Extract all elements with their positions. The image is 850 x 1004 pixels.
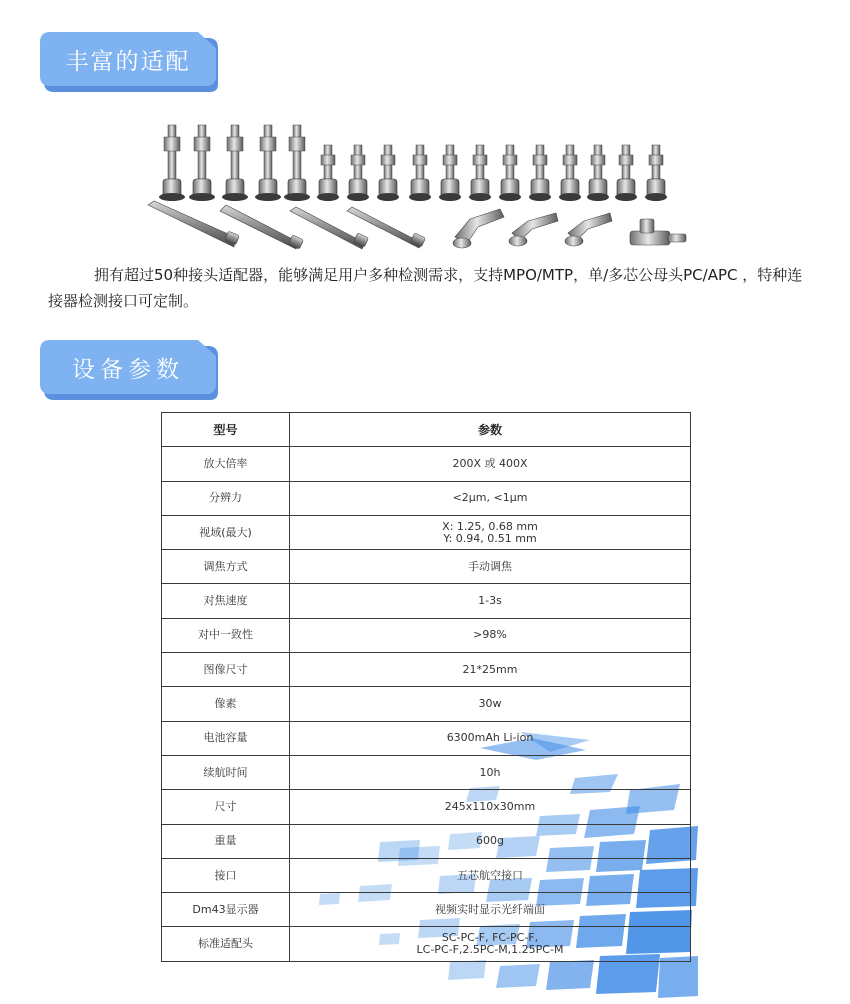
table-row — [162, 790, 691, 824]
spec-value-cell: 200X 或 400X — [290, 447, 691, 481]
table-row — [162, 858, 691, 892]
adapter-tip-part — [351, 155, 365, 165]
adapter-tip-part — [499, 193, 521, 201]
adapter-tip-part — [529, 193, 551, 201]
adapter-tip-part — [347, 193, 369, 201]
table-row — [162, 893, 691, 927]
spec-value-cell: 21*25mm — [290, 653, 691, 687]
adapter-tip-part — [469, 193, 491, 201]
spec-value-cell: 30w — [290, 687, 691, 721]
adapter-tip-part — [194, 137, 210, 151]
adapter-gallery-image — [140, 115, 700, 255]
adapter-tip-part — [255, 193, 281, 201]
adapter-tip-part — [168, 125, 176, 179]
spec-name-cell: 尺寸 — [162, 790, 290, 824]
adapter-tip-part — [381, 155, 395, 165]
adapter-tip-part — [503, 155, 517, 165]
adapter-tip-part — [198, 125, 206, 179]
table-row — [162, 515, 691, 549]
spec-name-cell: 像素 — [162, 687, 290, 721]
spec-name-cell: 对中一致性 — [162, 618, 290, 652]
header-model: 型号 — [162, 413, 290, 447]
table-row — [162, 687, 691, 721]
table-row — [162, 721, 691, 755]
table-row — [162, 550, 691, 584]
adapter-tip-part — [409, 193, 431, 201]
section-badge-adapters — [40, 32, 216, 92]
table-row — [162, 824, 691, 858]
spec-value-cell: 手动调焦 — [290, 550, 691, 584]
adapter-tip-part — [473, 155, 487, 165]
adapter-tip-part — [563, 155, 577, 165]
adapter-tip-part — [289, 137, 305, 151]
section-title-adapters: 丰富的适配 — [65, 48, 191, 75]
intro-paragraph — [48, 262, 808, 314]
spec-name-cell: 对焦速度 — [162, 584, 290, 618]
adapter-tip-part — [615, 193, 637, 201]
adapter-tip-part — [317, 193, 339, 201]
adapter-tip-part — [231, 125, 239, 179]
table-row — [162, 618, 691, 652]
spec-value-cell: SC-PC-F, FC-PC-F, LC-PC-F,2.5PC-M,1.25PC-M — [290, 927, 691, 961]
spec-name-cell: 分辨力 — [162, 481, 290, 515]
adapter-tip-part — [227, 137, 243, 151]
adapter-tip-part — [645, 193, 667, 201]
adapter-tip-part — [533, 155, 547, 165]
section-badge-specs — [40, 340, 216, 400]
spec-name-cell: 标准适配头 — [162, 927, 290, 961]
spec-name-cell: 调焦方式 — [162, 550, 290, 584]
table-row — [162, 755, 691, 789]
adapter-tip-part — [222, 193, 248, 201]
header-params: 参数 — [290, 413, 691, 447]
table-row — [162, 584, 691, 618]
adapter-tip-part — [413, 155, 427, 165]
spec-name-cell: 续航时间 — [162, 755, 290, 789]
spec-value-cell: 600g — [290, 824, 691, 858]
spec-value-cell: 6300mAh Li-ion — [290, 721, 691, 755]
adapter-tip-part — [189, 193, 215, 201]
spec-name-cell: 接口 — [162, 858, 290, 892]
table-header-row — [162, 413, 691, 447]
connector-adapter-icon — [140, 115, 700, 255]
adapter-tip-part — [164, 137, 180, 151]
adapter-tip-part — [619, 155, 633, 165]
adapter-tip-part — [377, 193, 399, 201]
table-row — [162, 447, 691, 481]
table-row — [162, 927, 691, 961]
section-title-specs: 设备参数 — [72, 356, 184, 383]
spec-name-cell: 电池容量 — [162, 721, 290, 755]
adapter-tip-part — [587, 193, 609, 201]
spec-value-cell: 1-3s — [290, 584, 691, 618]
adapter-tip-part — [439, 193, 461, 201]
table-row — [162, 481, 691, 515]
adapter-tip-part — [649, 155, 663, 165]
adapter-tip-part — [443, 155, 457, 165]
spec-value-cell: 10h — [290, 755, 691, 789]
spec-table — [161, 412, 691, 962]
adapter-tip-part — [591, 155, 605, 165]
adapter-tip-part — [284, 193, 310, 201]
adapter-tip-part — [321, 155, 335, 165]
adapter-tip-part — [260, 137, 276, 151]
spec-name-cell: Dm43显示器 — [162, 893, 290, 927]
spec-name-cell: 视域(最大) — [162, 515, 290, 549]
spec-value-cell: <2μm, <1μm — [290, 481, 691, 515]
spec-value-cell: >98% — [290, 618, 691, 652]
spec-name-cell: 重量 — [162, 824, 290, 858]
adapter-tip-part — [559, 193, 581, 201]
spec-value-cell: X: 1.25, 0.68 mm Y: 0.94, 0.51 mm — [290, 515, 691, 549]
adapter-tip-part — [293, 125, 301, 179]
adapter-tip-part — [159, 193, 185, 201]
intro-text: 拥有超过50种接头适配器，能够满足用户多种检测需求，支持MPO/MTP，单/多芯公母头PC/APC ，特种连接器检测接口可定制。 — [48, 266, 803, 310]
spec-name-cell: 图像尺寸 — [162, 653, 290, 687]
spec-value-cell: 五芯航空接口 — [290, 858, 691, 892]
adapter-tip-part — [264, 125, 272, 179]
spec-name-cell: 放大倍率 — [162, 447, 290, 481]
spec-value-cell: 视频实时显示光纤端面 — [290, 893, 691, 927]
spec-value-cell: 245x110x30mm — [290, 790, 691, 824]
table-row — [162, 653, 691, 687]
